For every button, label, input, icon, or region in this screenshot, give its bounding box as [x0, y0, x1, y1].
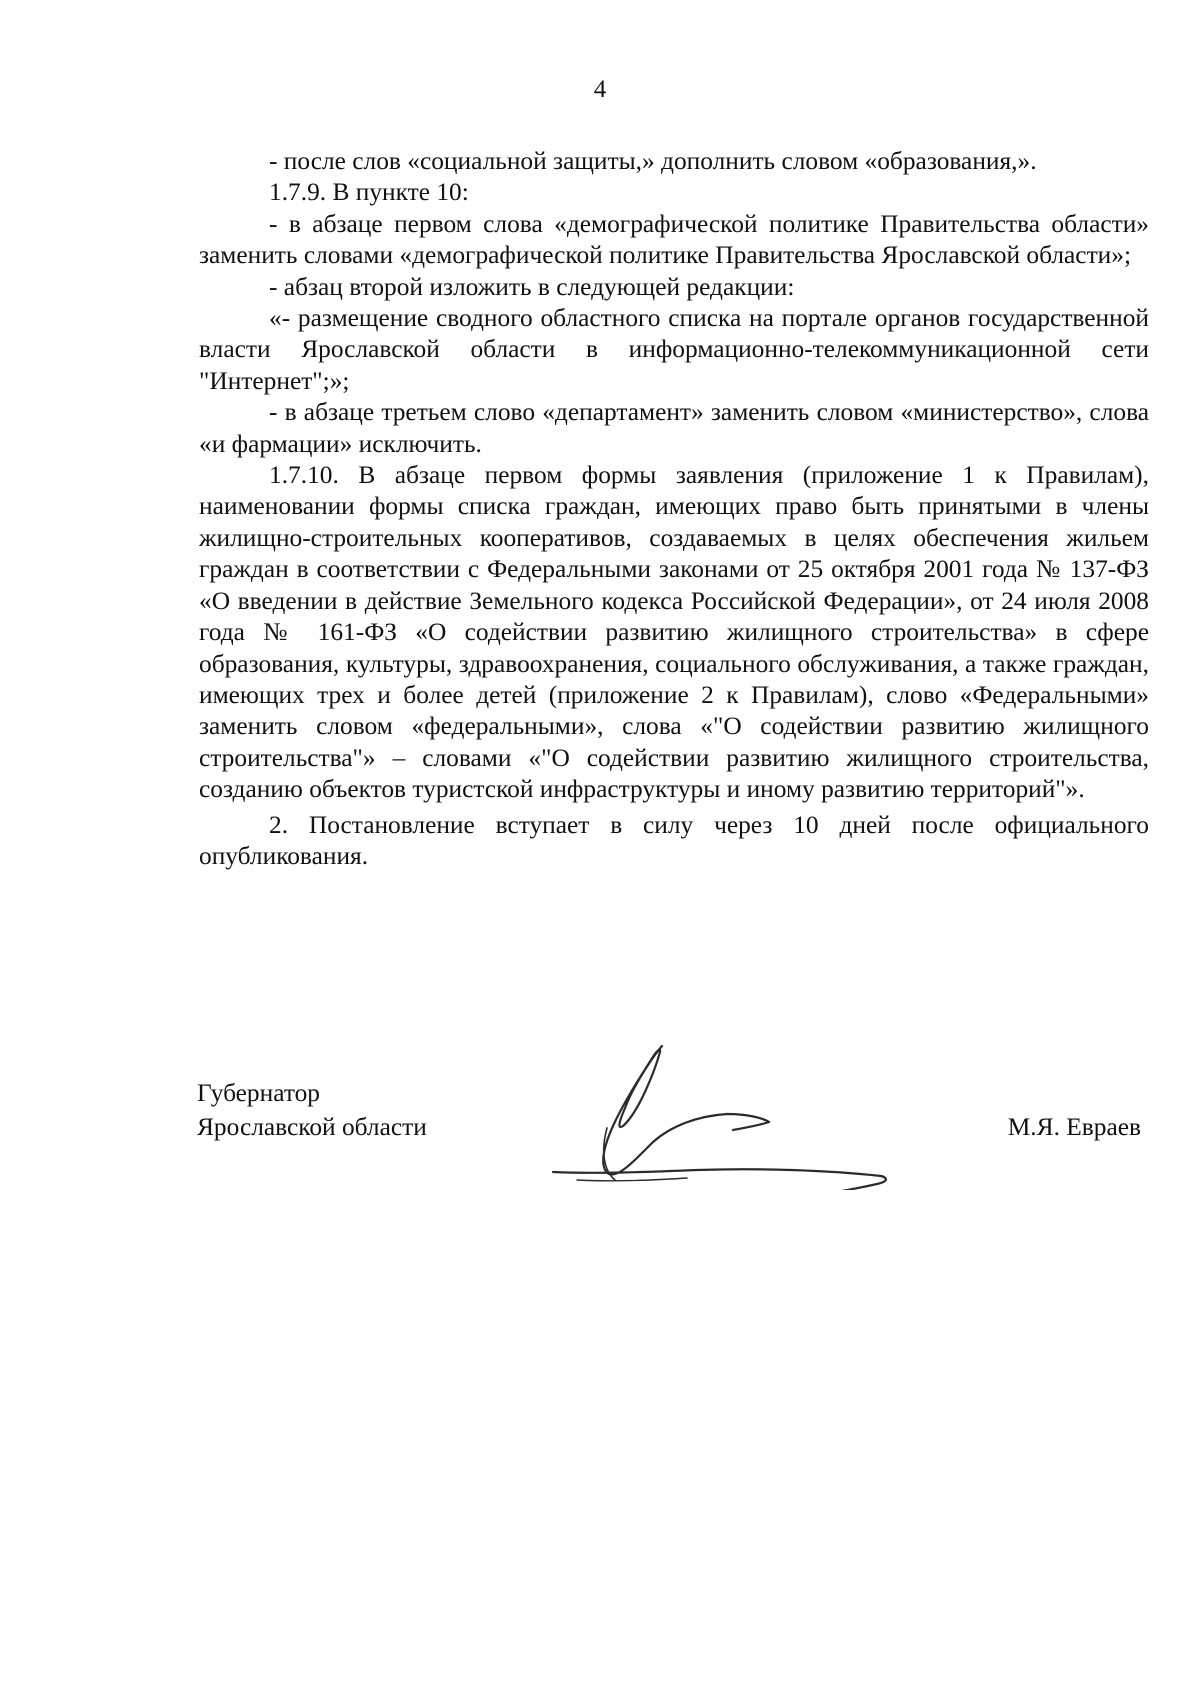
- paragraph-8: 2. Постановление вступает в силу через 10 дней после официального опубликования.: [199, 810, 1149, 870]
- paragraph-4: - абзац второй изложить в следующей редакции:: [269, 272, 795, 301]
- page-number: 4: [593, 76, 607, 103]
- signature-block: [197, 1076, 1147, 1226]
- paragraph-6: - в абзаце третьем слово «департамент» заменить словом «министерство», слова «и фармации» исключить.: [199, 398, 1149, 458]
- handwritten-signature: [537, 1030, 917, 1190]
- paragraph-5: «- размещение сводного областного списка на портале органов государственной власти Ярославской области в информационно-телекоммуникационной сети "Интернет";»;: [199, 304, 1149, 395]
- signer-name: М.Я. Евраев: [1007, 1113, 1141, 1141]
- document-body: [199, 146, 1149, 872]
- paragraph-1: - после слов «социальной защиты,» дополнить словом «образования,».: [269, 147, 1037, 175]
- signer-position-line-1: Губернатор: [197, 1079, 320, 1107]
- signer-position: [197, 1076, 427, 1144]
- paragraph-2: 1.7.9. В пункте 10:: [269, 178, 469, 207]
- paragraph-7: 1.7.10. В абзаце первом формы заявления (приложение 1 к Правилам), наименовании формы списка граждан, имеющих право быть принятыми в члены жилищно-строительных кооперативов, создаваемых в целях обеспечения жильем граждан в соответствии с Федеральными законами от 25 октября 2001 года № 137-ФЗ «О введении в действие Земельного кодекса Российской Федерации», от 24 июля 2008 года № 161-ФЗ «О содействии развитию жилищного строительства» в сфере образования, культуры, здравоохранения, социального обслуживания, а также граждан, имеющих трех и более детей (приложение 2 к Правилам), слово «Федеральными» заменить словом «федеральными», слова «"О содействии развитию жилищного строительства"» – словами «"О содействии развитию жилищного строительства, созданию объектов туристской инфраструктуры и иному развитию территорий"».: [199, 461, 1149, 804]
- paragraph-3: - в абзаце первом слова «демографической политике Правительства области» заменить словами «демографической политике Правительства Ярославской области»;: [199, 209, 1149, 270]
- signer-position-line-2: Ярославской области: [197, 1113, 427, 1141]
